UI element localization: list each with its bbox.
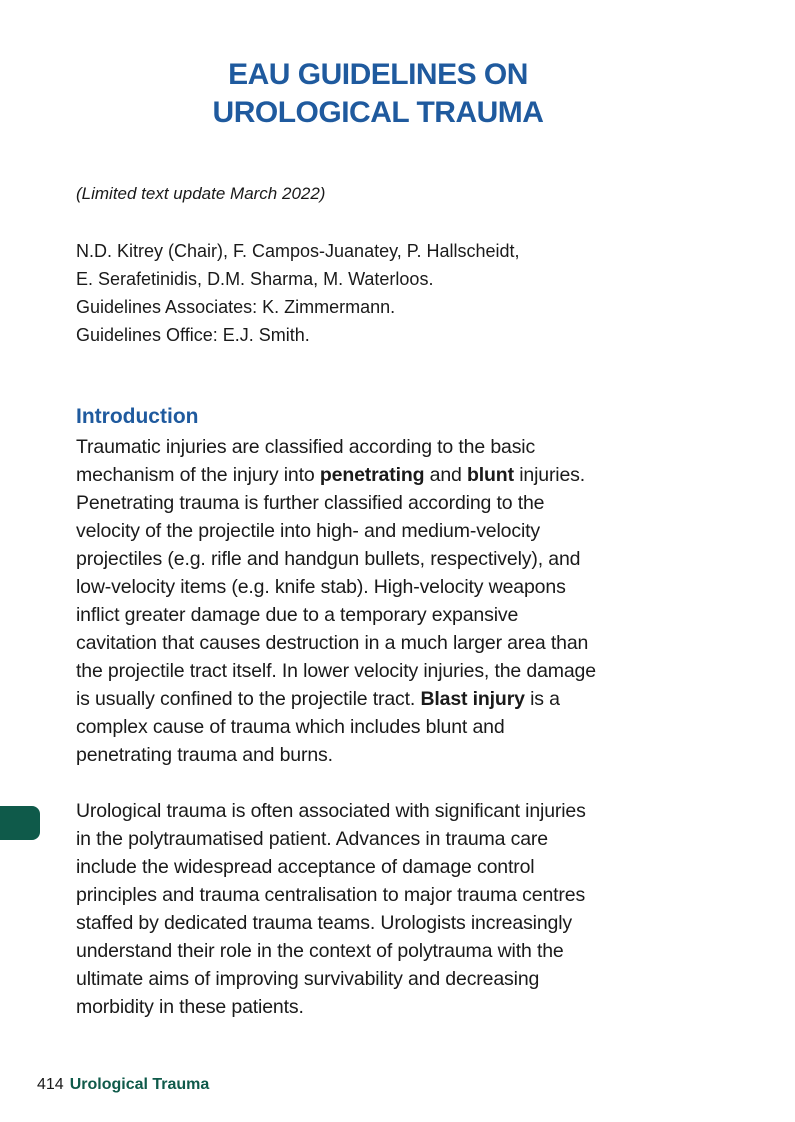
text-line: in the polytraumatised patient. Advances in trauma care	[76, 828, 548, 850]
section-heading-introduction: Introduction	[76, 405, 199, 428]
text-line: velocity of the projectile into high- and medium-velocity	[76, 520, 541, 542]
text-line: inflict greater damage due to a temporary expansive	[76, 604, 519, 626]
term-blunt: blunt	[467, 464, 514, 486]
text-line: morbidity in these patients.	[76, 996, 304, 1018]
associates-line: Guidelines Associates: K. Zimmermann.	[76, 297, 396, 317]
text-line: Traumatic injuries are classified according to the basic	[76, 436, 536, 458]
text-line: Penetrating trauma is further classified according to the	[76, 492, 545, 514]
text-line: understand their role in the context of polytrauma with the	[76, 940, 564, 962]
text-line: complex cause of trauma which includes blunt and	[76, 716, 505, 738]
text-line: include the widespread acceptance of damage control	[76, 856, 535, 878]
introduction-paragraph-1	[76, 433, 686, 769]
update-note: (Limited text update March 2022)	[76, 184, 326, 203]
text-run: mechanism of the injury into	[76, 464, 320, 486]
office-line: Guidelines Office: E.J. Smith.	[76, 325, 310, 345]
text-run: is usually confined to the projectile tract.	[76, 688, 421, 710]
authors-line: N.D. Kitrey (Chair), F. Campos-Juanatey, P. Hallscheidt,	[76, 241, 520, 261]
text-line: cavitation that causes destruction in a much larger area than	[76, 632, 589, 654]
text-line: principles and trauma centralisation to major trauma centres	[76, 884, 586, 906]
text-run: is a	[524, 688, 560, 710]
text-line	[76, 461, 686, 489]
text-line: low-velocity items (e.g. knife stab). High-velocity weapons	[76, 576, 566, 598]
text-run: injuries.	[513, 464, 586, 486]
title-line-2: UROLOGICAL TRAUMA	[212, 96, 544, 129]
page-number: 414	[37, 1076, 64, 1093]
title-line-1: EAU GUIDELINES ON	[228, 58, 528, 91]
page-footer	[37, 1074, 209, 1096]
introduction-paragraph-2	[76, 797, 686, 1021]
chapter-side-tab	[0, 806, 40, 840]
document-title	[0, 56, 756, 132]
text-line: ultimate aims of improving survivability and decreasing	[76, 968, 540, 990]
term-penetrating: penetrating	[319, 464, 425, 486]
authors-line: E. Serafetinidis, D.M. Sharma, M. Waterloos.	[76, 269, 434, 289]
text-line: Urological trauma is often associated with significant injuries	[76, 800, 586, 822]
authors-block	[76, 237, 520, 349]
text-line: projectiles (e.g. rifle and handgun bullets, respectively), and	[76, 548, 581, 570]
text-run: and	[424, 464, 468, 486]
text-line	[76, 685, 686, 713]
term-blast-injury: Blast injury	[420, 688, 525, 710]
text-line: penetrating trauma and burns.	[76, 744, 333, 766]
chapter-name: Urological Trauma	[69, 1076, 210, 1093]
text-line: the projectile tract itself. In lower velocity injuries, the damage	[76, 660, 596, 682]
text-line: staffed by dedicated trauma teams. Urologists increasingly	[76, 912, 573, 934]
